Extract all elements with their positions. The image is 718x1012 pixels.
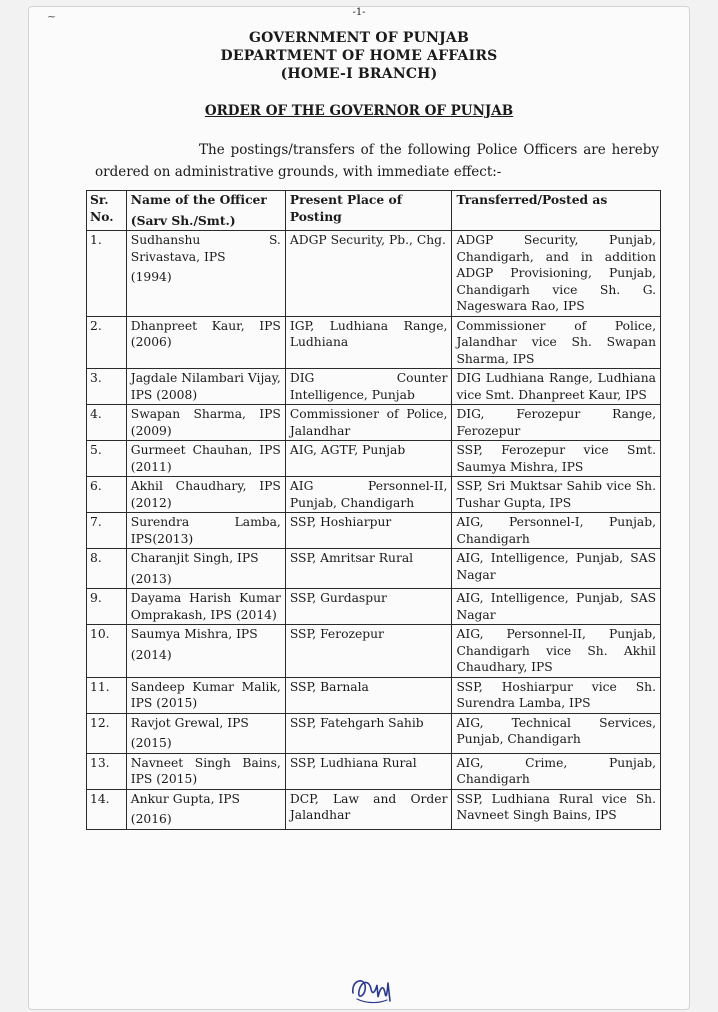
cell-officer-name [126, 316, 285, 369]
header-sr-no: Sr. No. [87, 191, 127, 231]
cell-transferred-as: SSP, Hoshiarpur vice Sh. Surendra Lamba, IPS [452, 677, 661, 713]
cell-present-posting: ADGP Security, Pb., Chg. [285, 231, 452, 317]
cell-officer-name [126, 625, 285, 678]
officer-batch: (2015) [130, 736, 172, 750]
table-row [87, 753, 661, 789]
intro-paragraph: The postings/transfers of the following Police Officers are hereby ordered on administrative grounds, with immediate effect:- [95, 142, 659, 180]
postings-table [86, 190, 661, 830]
cell-present-posting: SSP, Gurdaspur [285, 589, 452, 625]
cell-transferred-as: AIG, Crime, Punjab, Chandigarh [452, 753, 661, 789]
officer-name: Sandeep Kumar Malik, IPS (2015) [130, 679, 281, 710]
officer-batch: (2014) [130, 647, 172, 662]
header-officer-name [126, 191, 285, 231]
officer-name: Swapan Sharma, IPS (2009) [130, 407, 281, 438]
officer-batch: (1994) [130, 270, 172, 284]
officer-name: Surendra Lamba, IPS(2013) [130, 515, 281, 546]
table-row [87, 405, 661, 441]
cell-sr-no: 2. [87, 316, 127, 369]
cell-sr-no: 9. [87, 589, 127, 625]
officer-name: Navneet Singh Bains, IPS (2015) [130, 755, 281, 786]
cell-transferred-as: AIG, Personnel-II, Punjab, Chandigarh vice Sh. Akhil Chaudhary, IPS [452, 625, 661, 678]
table-row [87, 369, 661, 405]
cell-officer-name [126, 677, 285, 713]
officer-name: Ankur Gupta, IPS [130, 791, 240, 806]
cell-transferred-as: AIG, Intelligence, Punjab, SAS Nagar [452, 589, 661, 625]
officer-name: Dayama Harish Kumar Omprakash, IPS (2014) [130, 591, 281, 622]
header-present-posting: Present Place of Posting [285, 191, 452, 231]
cell-transferred-as: AIG, Intelligence, Punjab, SAS Nagar [452, 549, 661, 589]
table-row [87, 513, 661, 549]
table-row [87, 789, 661, 829]
cell-sr-no: 12. [87, 713, 127, 753]
officer-name: Saumya Mishra, IPS [130, 627, 258, 641]
cell-transferred-as: AIG, Technical Services, Punjab, Chandigarh [452, 713, 661, 753]
order-title: ORDER OF THE GOVERNOR OF PUNJAB [204, 103, 514, 119]
cell-present-posting: DCP, Law and Order Jalandhar [285, 789, 452, 829]
cell-sr-no: 5. [87, 441, 127, 477]
cell-sr-no: 1. [87, 231, 127, 317]
header-government: GOVERNMENT OF PUNJAB [249, 30, 469, 46]
cell-present-posting: AIG, AGTF, Punjab [285, 441, 452, 477]
cell-present-posting: SSP, Amritsar Rural [285, 549, 452, 589]
table-header-row [87, 191, 661, 231]
cell-sr-no: 7. [87, 513, 127, 549]
header-branch: (HOME-I BRANCH) [280, 66, 438, 82]
document-page [28, 6, 690, 1010]
cell-transferred-as: Commissioner of Police, Jalandhar vice Sh. Swapan Sharma, IPS [452, 316, 661, 369]
table-row [87, 316, 661, 369]
cell-present-posting: SSP, Hoshiarpur [285, 513, 452, 549]
cell-officer-name [126, 441, 285, 477]
officer-name: Charanjit Singh, IPS [130, 551, 259, 565]
cell-sr-no: 6. [87, 477, 127, 513]
table-row [87, 441, 661, 477]
cell-transferred-as: AIG, Personnel-I, Punjab, Chandigarh [452, 513, 661, 549]
header-transferred-as: Transferred/Posted as [452, 191, 661, 231]
cell-officer-name [126, 405, 285, 441]
cell-sr-no: 11. [87, 677, 127, 713]
officer-name: Gurmeet Chauhan, IPS (2011) [130, 443, 281, 474]
officer-name: Akhil Chaudhary, IPS (2012) [130, 479, 281, 510]
cell-present-posting: DIG Counter Intelligence, Punjab [285, 369, 452, 405]
cell-present-posting: SSP, Ferozepur [285, 625, 452, 678]
cell-transferred-as: SSP, Sri Muktsar Sahib vice Sh. Tushar Gupta, IPS [452, 477, 661, 513]
cell-present-posting: AIG Personnel-II, Punjab, Chandigarh [285, 477, 452, 513]
table-row [87, 477, 661, 513]
cell-officer-name [126, 369, 285, 405]
table-row [87, 625, 661, 678]
table-row [87, 589, 661, 625]
officer-name: Sudhanshu S. Srivastava, IPS [130, 233, 281, 264]
header-officer-name-sub: (Sarv Sh./Smt.) [130, 212, 236, 228]
table-row [87, 677, 661, 713]
cell-sr-no: 14. [87, 789, 127, 829]
cell-transferred-as: DIG, Ferozepur Range, Ferozepur [452, 405, 661, 441]
cell-transferred-as: DIG Ludhiana Range, Ludhiana vice Smt. Dhanpreet Kaur, IPS [452, 369, 661, 405]
cell-officer-name [126, 549, 285, 589]
signature-icon [347, 973, 395, 1007]
cell-present-posting: SSP, Barnala [285, 677, 452, 713]
cell-sr-no: 10. [87, 625, 127, 678]
officer-name: Jagdale Nilambari Vijay, IPS (2008) [130, 371, 281, 402]
cell-transferred-as: SSP, Ludhiana Rural vice Sh. Navneet Singh Bains, IPS [452, 789, 661, 829]
cell-present-posting: SSP, Ludhiana Rural [285, 753, 452, 789]
cell-officer-name [126, 231, 285, 317]
cell-sr-no: 8. [87, 549, 127, 589]
cell-officer-name [126, 589, 285, 625]
officer-batch: (2013) [130, 571, 172, 586]
table-row [87, 713, 661, 753]
table-row [87, 549, 661, 589]
cell-officer-name [126, 513, 285, 549]
page-number: -1- [352, 7, 366, 18]
cell-officer-name [126, 789, 285, 829]
officer-name: Ravjot Grewal, IPS [130, 715, 249, 730]
table-row [87, 231, 661, 317]
header-department: DEPARTMENT OF HOME AFFAIRS [220, 48, 498, 64]
officer-name: Dhanpreet Kaur, IPS (2006) [130, 318, 281, 349]
officer-batch: (2016) [130, 812, 172, 826]
cell-sr-no: 13. [87, 753, 127, 789]
cell-sr-no: 4. [87, 405, 127, 441]
cell-officer-name [126, 753, 285, 789]
cell-sr-no: 3. [87, 369, 127, 405]
cell-present-posting: SSP, Fatehgarh Sahib [285, 713, 452, 753]
cell-officer-name [126, 713, 285, 753]
cell-present-posting: IGP, Ludhiana Range, Ludhiana [285, 316, 452, 369]
cell-transferred-as: SSP, Ferozepur vice Smt. Saumya Mishra, IPS [452, 441, 661, 477]
cell-present-posting: Commissioner of Police, Jalandhar [285, 405, 452, 441]
cell-transferred-as: ADGP Security, Punjab, Chandigarh, and in addition ADGP Provisioning, Punjab, Chandigarh vice Sh. G. Nageswara Rao, IPS [452, 231, 661, 317]
corner-mark: ~ [47, 10, 57, 23]
cell-officer-name [126, 477, 285, 513]
header-officer-name-label: Name of the Officer [130, 192, 267, 207]
